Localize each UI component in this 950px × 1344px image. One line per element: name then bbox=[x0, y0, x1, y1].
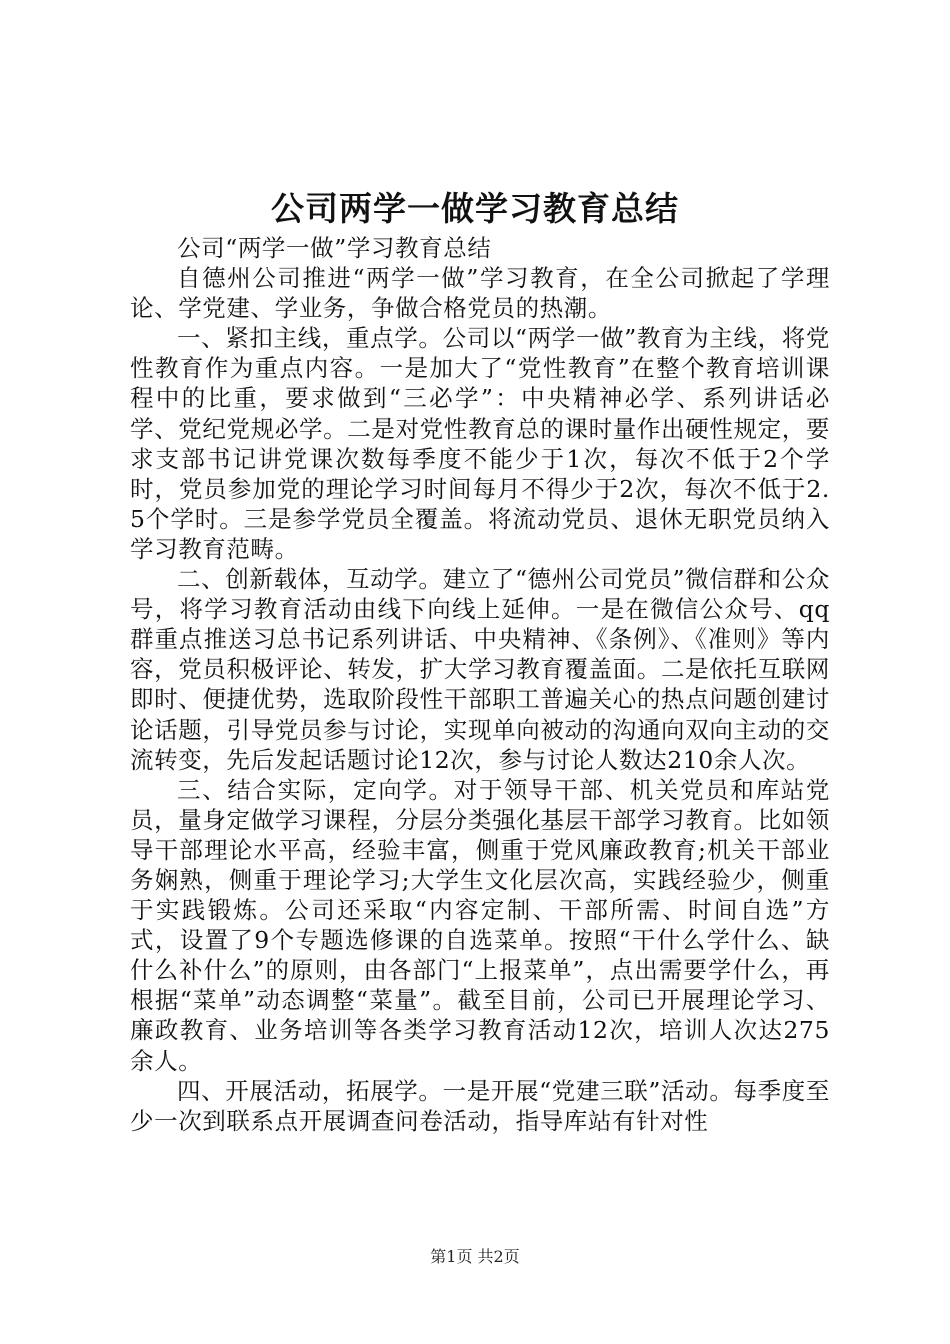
paragraph-intro: 自德州公司推进“两学一做”学习教育，在全公司掀起了学理论、学党建、学业务，争做合格党员的热潮。 bbox=[130, 264, 830, 323]
paragraph-section-1: 一、紧扣主线，重点学。公司以“两学一做”教育为主线，将党性教育作为重点内容。一是加大了“党性教育”在整个教育培训课程中的比重，要求做到“三必学”：中央精神必学、系列讲话必学、党纪党规必学。二是对党性教育总的课时量作出硬性规定，要求支部书记讲党课次数每季度不能少于1次，每次不低于2个学时，党员参加党的理论学习时间每月不得少于2次，每次不低于2.5个学时。三是参学党员全覆盖。将流动党员、退休无职党员纳入学习教育范畴。 bbox=[130, 324, 830, 563]
paragraph-section-4: 四、开展活动，拓展学。一是开展“党建三联”活动。每季度至少一次到联系点开展调查问卷活动，指导库站有针对性 bbox=[130, 1076, 830, 1135]
paragraph-section-2: 二、创新载体，互动学。建立了“德州公司党员”微信群和公众号，将学习教育活动由线下向线上延伸。一是在微信公众号、qq群重点推送习总书记系列讲话、中央精神、《条例》、《准则》等内容，党员积极评论、转发，扩大学习教育覆盖面。二是依托互联网即时、便捷优势，选取阶段性干部职工普遍关心的热点问题创建讨论话题，引导党员参与讨论，实现单向被动的沟通向双向主动的交流转变，先后发起话题讨论12次，参与讨论人数达210余人次。 bbox=[130, 565, 830, 774]
paragraph-subtitle: 公司“两学一做”学习教育总结 bbox=[177, 234, 492, 262]
page-number-footer: 第1页 共2页 bbox=[430, 1247, 520, 1266]
paragraph-section-3: 三、结合实际，定向学。对于领导干部、机关党员和库站党员，量身定做学习课程，分层分类强化基层干部学习教育。比如领导干部理论水平高，经验丰富，侧重于党风廉政教育;机关干部业务娴熟，侧重于理论学习;大学生文化层次高，实践经验少，侧重于实践锻炼。公司还采取“内容定制、干部所需、时间自选”方式，设置了9个专题选修课的自选菜单。按照“干什么学什么、缺什么补什么”的原则，由各部门“上报菜单”，点出需要学什么，再根据“菜单”动态调整“菜量”。截至目前，公司已开展理论学习、廉政教育、业务培训等各类学习教育活动12次，培训人次达275余人。 bbox=[130, 775, 830, 1075]
document-body bbox=[130, 233, 830, 1136]
document-title: 公司两学一做学习教育总结 bbox=[271, 189, 679, 228]
